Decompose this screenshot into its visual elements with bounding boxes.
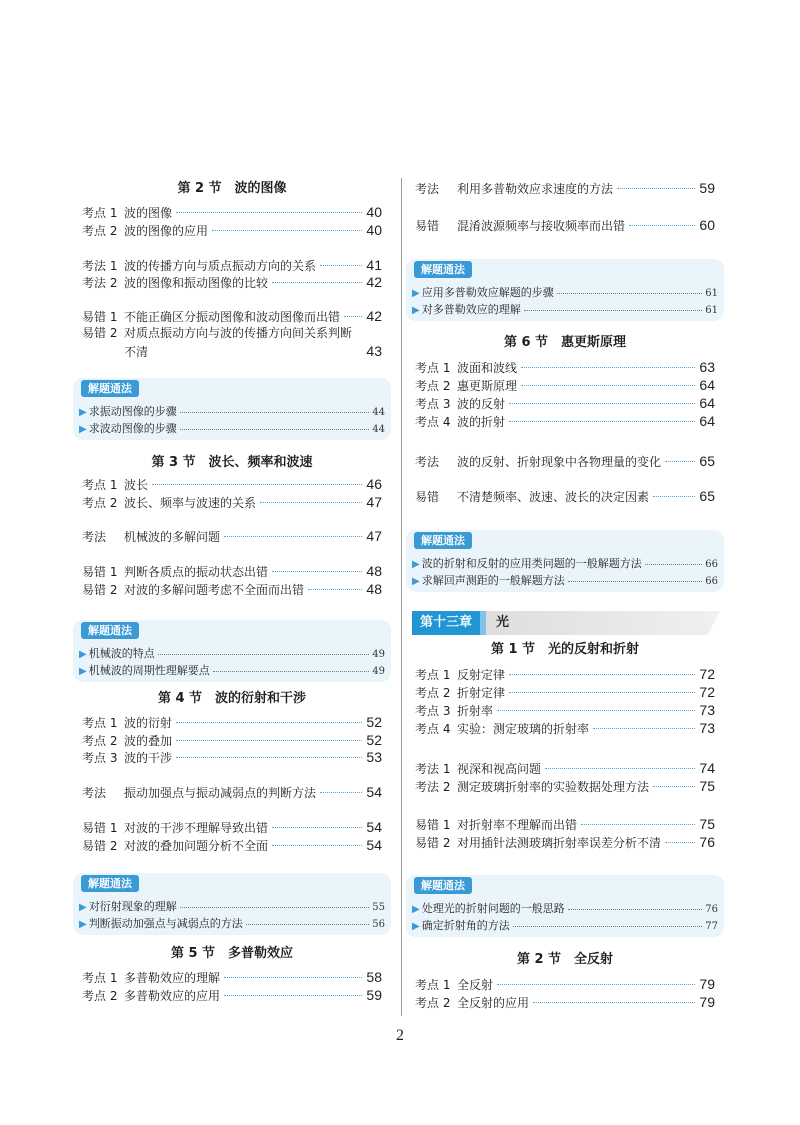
entry-page: 72 <box>699 684 715 700</box>
entry-label: 易错 2 <box>82 839 118 853</box>
leader-dots <box>260 502 362 503</box>
entry-text: 全反射的应用 <box>457 996 530 1010</box>
entry-page: 74 <box>699 760 715 776</box>
entry-page: 72 <box>699 666 715 682</box>
leader-dots <box>224 977 362 978</box>
entry-label: 考法 1 <box>82 259 118 273</box>
leader-dots <box>521 367 695 368</box>
toc-entry-continuation[interactable] <box>82 342 382 360</box>
toc-entry[interactable] <box>415 701 715 719</box>
entry-page: 53 <box>366 749 382 765</box>
leader-dots <box>557 293 703 294</box>
methods-box <box>406 259 724 321</box>
entry-text: 利用多普勒效应求速度的方法 <box>457 182 614 196</box>
section-title: 第 5 节 多普勒效应 <box>170 946 294 961</box>
entry-text: 多普勒效应的应用 <box>124 989 221 1003</box>
triangle-right-icon: ▶ <box>79 902 87 913</box>
entry-text: 波长 <box>124 478 149 492</box>
method-item[interactable] <box>412 901 718 917</box>
toc-entry[interactable] <box>82 580 382 598</box>
entry-text: 振动加强点与振动减弱点的判断方法 <box>124 786 317 800</box>
entry-text: 惠更斯原理 <box>457 379 518 393</box>
method-text: 确定折射角的方法 <box>421 919 510 932</box>
entry-page: 48 <box>366 563 382 579</box>
method-item[interactable] <box>79 663 385 679</box>
entry-text: 波面和波线 <box>457 361 518 375</box>
leader-dots <box>152 484 362 485</box>
entry-page: 47 <box>366 494 382 510</box>
toc-entry[interactable] <box>415 759 715 777</box>
entry-page: 52 <box>366 732 382 748</box>
entry-page: 54 <box>366 784 382 800</box>
toc-entry[interactable] <box>415 452 715 470</box>
entry-text: 折射率 <box>457 704 494 718</box>
entry-text: 混淆波源频率与接收频率而出错 <box>457 219 626 233</box>
toc-entry[interactable] <box>82 221 382 239</box>
leader-dots <box>509 403 695 404</box>
method-page: 44 <box>372 407 385 418</box>
triangle-right-icon: ▶ <box>412 305 420 316</box>
entry-text: 机械波的多解问题 <box>124 530 221 544</box>
toc-entry[interactable] <box>415 412 715 430</box>
leader-dots <box>158 654 370 655</box>
entry-page: 40 <box>366 222 382 238</box>
toc-entry[interactable] <box>415 216 715 234</box>
entry-page: 52 <box>366 714 382 730</box>
method-item[interactable] <box>412 285 718 301</box>
entry-text: 波的叠加 <box>124 734 173 748</box>
entry-page: 75 <box>699 778 715 794</box>
method-page: 77 <box>705 921 718 932</box>
methods-box <box>73 873 391 935</box>
leader-dots <box>246 924 370 925</box>
toc-entry[interactable] <box>415 179 715 197</box>
leader-dots <box>224 536 362 537</box>
method-page: 56 <box>372 919 385 930</box>
entry-text: 波的反射 <box>457 397 506 411</box>
leader-dots <box>272 845 362 846</box>
methods-tag: 解题通法 <box>81 380 139 397</box>
entry-page: 59 <box>366 987 382 1003</box>
toc-entry[interactable] <box>415 815 715 833</box>
entry-text: 波的反射、折射现象中各物理量的变化 <box>457 455 662 469</box>
entry-label: 考点 4 <box>415 722 451 736</box>
method-item[interactable] <box>412 302 718 318</box>
method-page: 55 <box>372 902 385 913</box>
method-text: 求解回声测距的一般解题方法 <box>421 574 565 587</box>
entry-page: 76 <box>699 834 715 850</box>
entry-text: 波长、频率与波速的关系 <box>124 496 257 510</box>
triangle-right-icon: ▶ <box>412 559 420 570</box>
entry-label: 考法 2 <box>415 780 451 794</box>
entry-page: 64 <box>699 377 715 393</box>
entry-text: 视深和视高问题 <box>457 762 542 776</box>
entry-text: 对波的干涉不理解导致出错 <box>124 821 269 835</box>
chapter-number: 第十三章 <box>412 611 480 635</box>
leader-dots <box>180 429 370 430</box>
method-text: 应用多普勒效应解题的步骤 <box>421 286 554 299</box>
leader-dots <box>533 1002 695 1003</box>
entry-text: 不能正确区分振动图像和波动图像而出错 <box>124 310 341 324</box>
entry-page: 59 <box>699 180 715 196</box>
toc-entry[interactable] <box>415 975 715 993</box>
entry-page: 63 <box>699 359 715 375</box>
methods-tag: 解题通法 <box>81 622 139 639</box>
entry-label: 易错 1 <box>82 310 118 324</box>
toc-entry[interactable] <box>82 836 382 854</box>
section-title: 第 3 节 波长、频率和波速 <box>151 455 313 470</box>
entry-label: 考点 4 <box>415 415 451 429</box>
entry-text: 波的传播方向与质点振动方向的关系 <box>124 259 317 273</box>
toc-entry[interactable] <box>415 665 715 683</box>
method-item[interactable] <box>79 899 385 915</box>
entry-label: 考点 3 <box>415 704 451 718</box>
method-page: 66 <box>705 559 718 570</box>
toc-entry[interactable] <box>415 777 715 795</box>
method-item[interactable] <box>412 918 718 934</box>
triangle-right-icon: ▶ <box>412 288 420 299</box>
method-item[interactable] <box>79 421 385 437</box>
leader-dots <box>665 842 695 843</box>
leader-dots <box>509 692 695 693</box>
method-page: 61 <box>705 305 718 316</box>
toc-entry[interactable] <box>415 394 715 412</box>
toc-entry[interactable] <box>82 986 382 1004</box>
method-text: 对多普勒效应的理解 <box>421 303 521 316</box>
toc-entry[interactable] <box>82 256 382 274</box>
section-title: 第 2 节 波的图像 <box>177 181 287 196</box>
entry-page: 60 <box>699 217 715 233</box>
entry-page: 48 <box>366 581 382 597</box>
leader-dots <box>513 926 703 927</box>
entry-label: 考法 <box>415 182 440 196</box>
entry-label: 考点 2 <box>82 224 118 238</box>
toc-entry[interactable] <box>82 783 382 801</box>
entry-page: 54 <box>366 837 382 853</box>
method-page: 61 <box>705 288 718 299</box>
entry-page: 47 <box>366 528 382 544</box>
entry-text: 波的衍射 <box>124 716 173 730</box>
entry-label: 考点 3 <box>82 751 118 765</box>
method-page: 49 <box>372 666 385 677</box>
toc-entry[interactable] <box>415 993 715 1011</box>
leader-dots <box>176 722 362 723</box>
entry-label: 考点 1 <box>82 971 118 985</box>
toc-entry[interactable] <box>82 475 382 493</box>
leader-dots <box>509 674 695 675</box>
toc-entry[interactable] <box>415 719 715 737</box>
toc-entry[interactable] <box>82 713 382 731</box>
entry-label: 考法 1 <box>415 762 451 776</box>
entry-label: 考点 2 <box>82 734 118 748</box>
entry-text: 全反射 <box>457 978 494 992</box>
method-page: 44 <box>372 424 385 435</box>
section-title: 第 2 节 全反射 <box>516 952 614 967</box>
leader-dots <box>645 564 703 565</box>
entry-text: 对折射率不理解而出错 <box>457 818 578 832</box>
entry-label: 易错 <box>415 219 440 233</box>
toc-entry[interactable] <box>82 731 382 749</box>
entry-text: 波的干涉 <box>124 751 173 765</box>
entry-text: 不清楚频率、波速、波长的决定因素 <box>457 490 650 504</box>
toc-entry[interactable] <box>82 273 382 291</box>
methods-box <box>406 530 724 592</box>
entry-text: 多普勒效应的理解 <box>124 971 221 985</box>
leader-dots <box>180 907 370 908</box>
triangle-right-icon: ▶ <box>79 649 87 660</box>
entry-label: 考点 2 <box>415 686 451 700</box>
entry-label: 考点 1 <box>82 716 118 730</box>
entry-text: 波的折射 <box>457 415 506 429</box>
leader-dots <box>497 710 695 711</box>
leader-dots <box>213 671 370 672</box>
entry-page: 75 <box>699 816 715 832</box>
entry-label: 易错 <box>415 490 440 504</box>
methods-box <box>73 378 391 440</box>
section-title: 第 6 节 惠更斯原理 <box>503 335 627 350</box>
toc-entry[interactable] <box>415 376 715 394</box>
entry-text: 折射定律 <box>457 686 506 700</box>
entry-text: 波的图像 <box>124 206 173 220</box>
entry-text: 对用插针法测玻璃折射率误差分析不清 <box>457 836 662 850</box>
method-text: 对衍射现象的理解 <box>88 900 177 913</box>
entry-text: 实验：测定玻璃的折射率 <box>457 722 590 736</box>
leader-dots <box>180 412 370 413</box>
method-item[interactable] <box>79 916 385 932</box>
entry-label: 考点 1 <box>415 361 451 375</box>
methods-tag: 解题通法 <box>414 261 472 278</box>
entry-label: 考点 3 <box>415 397 451 411</box>
entry-page: 54 <box>366 819 382 835</box>
entry-text: 不清 <box>124 345 149 359</box>
method-page: 76 <box>705 904 718 915</box>
leader-dots <box>224 995 362 996</box>
entry-label: 易错 2 <box>415 836 451 850</box>
leader-dots <box>176 757 362 758</box>
method-text: 处理光的折射问题的一般思路 <box>421 902 565 915</box>
methods-box <box>406 875 724 937</box>
entry-page: 41 <box>366 257 382 273</box>
leader-dots <box>320 792 362 793</box>
entry-page: 65 <box>699 453 715 469</box>
triangle-right-icon: ▶ <box>412 904 420 915</box>
leader-dots <box>272 827 362 828</box>
toc-entry[interactable] <box>82 968 382 986</box>
entry-label: 易错 2 <box>82 583 118 597</box>
triangle-right-icon: ▶ <box>79 424 87 435</box>
method-page: 49 <box>372 649 385 660</box>
entry-text: 对波的多解问题考虑不全面而出错 <box>124 583 305 597</box>
entry-text: 测定玻璃折射率的实验数据处理方法 <box>457 780 650 794</box>
entry-page: 79 <box>699 976 715 992</box>
leader-dots <box>308 589 362 590</box>
toc-entry[interactable] <box>82 527 382 545</box>
column-divider <box>401 178 402 1016</box>
triangle-right-icon: ▶ <box>79 666 87 677</box>
entry-label: 考法 2 <box>82 276 118 290</box>
methods-box <box>73 620 391 682</box>
leader-dots <box>176 740 362 741</box>
entry-page: 46 <box>366 476 382 492</box>
entry-label: 考点 1 <box>415 668 451 682</box>
entry-text: 反射定律 <box>457 668 506 682</box>
toc-entry[interactable] <box>82 203 382 221</box>
leader-dots <box>272 282 362 283</box>
leader-dots <box>497 984 695 985</box>
entry-page: 64 <box>699 413 715 429</box>
leader-dots <box>212 230 362 231</box>
leader-dots <box>568 581 703 582</box>
leader-dots <box>617 188 695 189</box>
leader-dots <box>521 385 695 386</box>
entry-label: 考点 1 <box>415 978 451 992</box>
entry-page: 73 <box>699 702 715 718</box>
method-item[interactable] <box>412 556 718 572</box>
leader-dots <box>272 571 362 572</box>
leader-dots <box>629 225 695 226</box>
leader-dots <box>509 421 695 422</box>
triangle-right-icon: ▶ <box>79 407 87 418</box>
method-text: 求振动图像的步骤 <box>88 405 177 418</box>
entry-text: 波的图像的应用 <box>124 224 209 238</box>
entry-text: 波的图像和振动图像的比较 <box>124 276 269 290</box>
entry-page: 42 <box>366 274 382 290</box>
entry-text: 对质点振动方向与波的传播方向间关系判断 <box>124 326 353 340</box>
method-text: 波的折射和反射的应用类问题的一般解题方法 <box>421 557 642 570</box>
methods-tag: 解题通法 <box>81 875 139 892</box>
method-text: 机械波的特点 <box>88 647 155 660</box>
leader-dots <box>581 824 695 825</box>
entry-label: 考点 2 <box>415 379 451 393</box>
entry-label: 考点 2 <box>415 996 451 1010</box>
toc-entry[interactable] <box>82 324 382 342</box>
page-number: 2 <box>396 1027 404 1044</box>
method-text: 求波动图像的步骤 <box>88 422 177 435</box>
method-text: 判断振动加强点与减弱点的方法 <box>88 917 243 930</box>
toc-entry[interactable] <box>82 562 382 580</box>
entry-page: 40 <box>366 204 382 220</box>
entry-page: 58 <box>366 969 382 985</box>
chapter-name: 光 <box>496 615 510 630</box>
leader-dots <box>545 768 695 769</box>
leader-dots <box>320 265 362 266</box>
toc-entry[interactable] <box>82 307 382 325</box>
entry-text: 对波的叠加问题分析不全面 <box>124 839 269 853</box>
entry-page: 65 <box>699 488 715 504</box>
leader-dots <box>176 212 362 213</box>
entry-label: 考法 <box>82 786 107 800</box>
triangle-right-icon: ▶ <box>79 919 87 930</box>
toc-entry[interactable] <box>82 818 382 836</box>
entry-label: 易错 1 <box>82 821 118 835</box>
toc-entry[interactable] <box>415 487 715 505</box>
entry-page: 42 <box>366 308 382 324</box>
entry-label: 考法 <box>415 455 440 469</box>
methods-tag: 解题通法 <box>414 532 472 549</box>
toc-entry[interactable] <box>82 493 382 511</box>
toc-entry[interactable] <box>415 833 715 851</box>
leader-dots <box>344 316 362 317</box>
leader-dots <box>568 909 703 910</box>
method-page: 66 <box>705 576 718 587</box>
section-title: 第 1 节 光的反射和折射 <box>490 642 640 657</box>
method-item[interactable] <box>79 404 385 420</box>
leader-dots <box>593 728 695 729</box>
section-title: 第 4 节 波的衍射和干涉 <box>157 691 307 706</box>
entry-page: 79 <box>699 994 715 1010</box>
leader-dots <box>653 496 695 497</box>
entry-label: 考法 <box>82 530 107 544</box>
leader-dots <box>524 310 703 311</box>
entry-page: 43 <box>366 343 382 359</box>
entry-page: 64 <box>699 395 715 411</box>
methods-tag: 解题通法 <box>414 877 472 894</box>
entry-text: 判断各质点的振动状态出错 <box>124 565 269 579</box>
entry-label: 易错 1 <box>415 818 451 832</box>
leader-dots <box>665 461 695 462</box>
method-item[interactable] <box>412 573 718 589</box>
toc-entry[interactable] <box>82 748 382 766</box>
entry-label: 易错 1 <box>82 565 118 579</box>
entry-label: 易错 2 <box>82 326 118 340</box>
method-item[interactable] <box>79 646 385 662</box>
method-text: 机械波的周期性理解要点 <box>88 664 210 677</box>
entry-label: 考点 2 <box>82 496 118 510</box>
chapter-header <box>412 611 720 635</box>
entry-label: 考点 2 <box>82 989 118 1003</box>
leader-dots <box>653 786 695 787</box>
toc-entry[interactable] <box>415 358 715 376</box>
triangle-right-icon: ▶ <box>412 576 420 587</box>
triangle-right-icon: ▶ <box>412 921 420 932</box>
entry-label: 考点 1 <box>82 478 118 492</box>
toc-entry[interactable] <box>415 683 715 701</box>
entry-page: 73 <box>699 720 715 736</box>
entry-label: 考点 1 <box>82 206 118 220</box>
